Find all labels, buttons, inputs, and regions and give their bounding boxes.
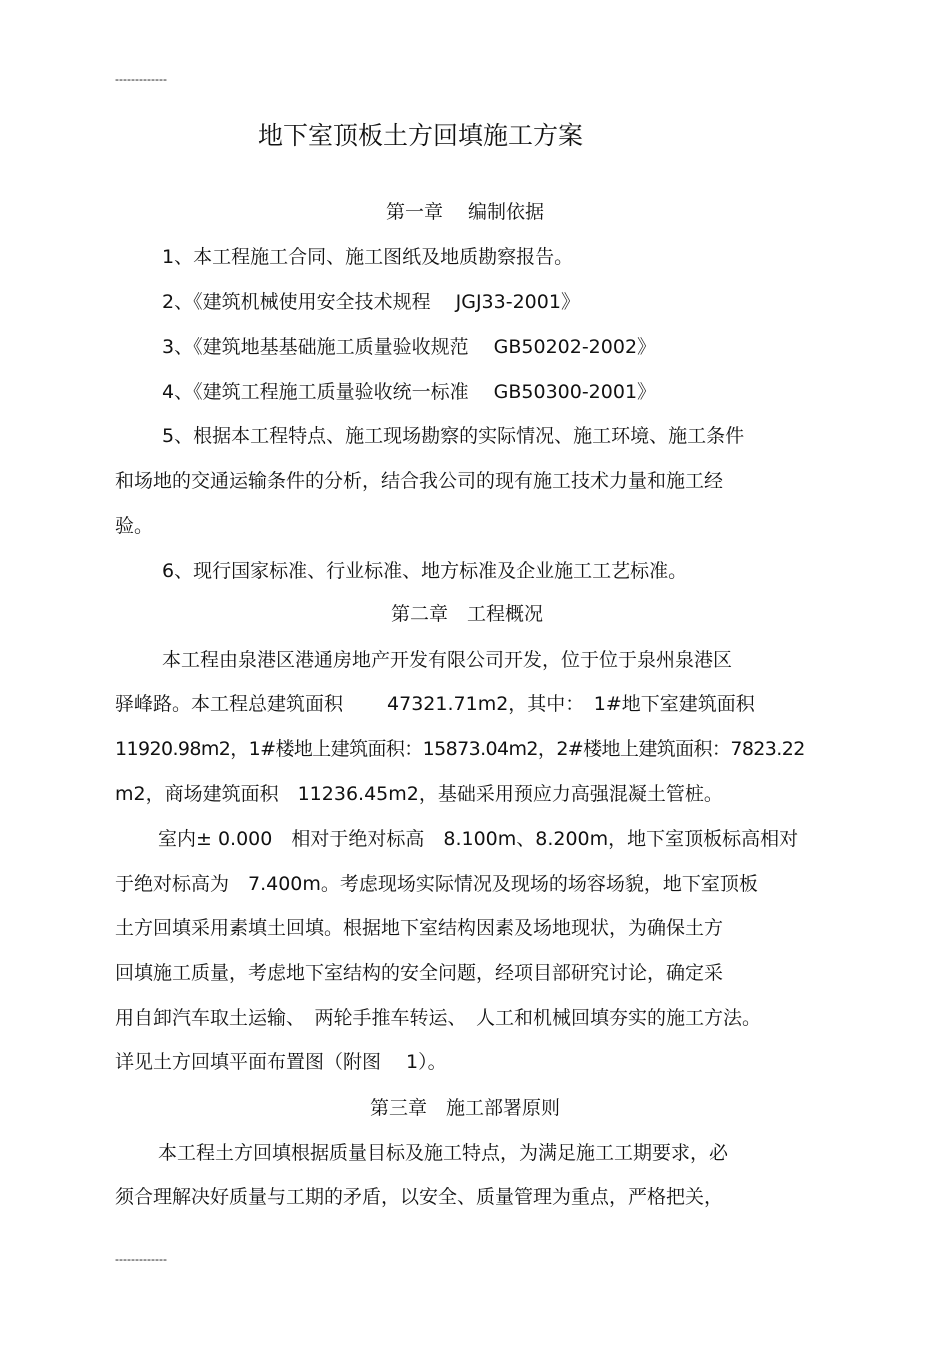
chapter1-heading: 第一章 编制依据 (386, 201, 545, 223)
chapter1-line-3: 3、《建筑地基基础施工质量验收规范 GB50202-2002》 (162, 336, 657, 358)
chapter2-line-9: 用自卸汽车取土运输、 两轮手推车转运、 人工和机械回填夯实的施工方法。 (115, 1007, 762, 1029)
chapter3-line-1: 本工程土方回填根据质量目标及施工特点，为满足施工工期要求，必 (158, 1142, 729, 1164)
chapter1-line-1: 1、本工程施工合同、施工图纸及地质勘察报告。 (162, 246, 574, 268)
chapter1-line-4: 4、《建筑工程施工质量验收统一标准 GB50300-2001》 (162, 381, 657, 403)
chapter2-line-4: m2，商场建筑面积 11236.45m2，基础采用预应力高强混凝土管桩。 (115, 783, 723, 805)
chapter1-line-6: 和场地的交通运输条件的分析，结合我公司的现有施工技术力量和施工经 (115, 470, 724, 492)
chapter2-line-3: 11920.98m2，1#楼地上建筑面积：15873.04m2，2#楼地上建筑面积：7823.22 (115, 738, 805, 760)
chapter3-heading: 第三章 施工部署原则 (370, 1097, 561, 1119)
chapter3-line-2: 须合理解决好质量与工期的矛盾，以安全、质量管理为重点，严格把关， (115, 1186, 724, 1208)
chapter2-line-10: 详见土方回填平面布置图（附图 1）。 (115, 1051, 447, 1073)
chapter2-line-7: 土方回填采用素填土回填。根据地下室结构因素及场地现状，为确保土方 (115, 917, 724, 939)
chapter1-line-5: 5、根据本工程特点、施工现场勘察的实际情况、施工环境、施工条件 (162, 425, 745, 447)
chapter2-line-8: 回填施工质量，考虑地下室结构的安全问题，经项目部研究讨论，确定采 (115, 962, 724, 984)
chapter2-line-1: 本工程由泉港区港通房地产开发有限公司开发，位于位于泉州泉港区 (162, 649, 733, 671)
chapter1-line-2: 2、《建筑机械使用安全技术规程 JGJ33-2001》 (162, 291, 580, 313)
footer-rule: ------------- (115, 1252, 167, 1266)
chapter2-line-2: 驿峰路。本工程总建筑面积 47321.71m2，其中： 1#地下室建筑面积 (115, 693, 755, 715)
chapter2-heading: 第二章 工程概况 (391, 603, 544, 625)
chapter2-line-5: 室内± 0.000 相对于绝对标高 8.100m、8.200m，地下室顶板标高相对 (158, 828, 799, 850)
chapter1-line-8: 6、现行国家标准、行业标准、地方标准及企业施工工艺标准。 (162, 560, 688, 582)
chapter2-line-6: 于绝对标高为 7.400m。考虑现场实际情况及现场的场容场貌，地下室顶板 (115, 873, 758, 895)
document-title: 地下室顶板土方回填施工方案 (258, 121, 584, 150)
header-rule: ------------- (115, 72, 167, 86)
chapter1-line-7: 验。 (115, 515, 154, 537)
